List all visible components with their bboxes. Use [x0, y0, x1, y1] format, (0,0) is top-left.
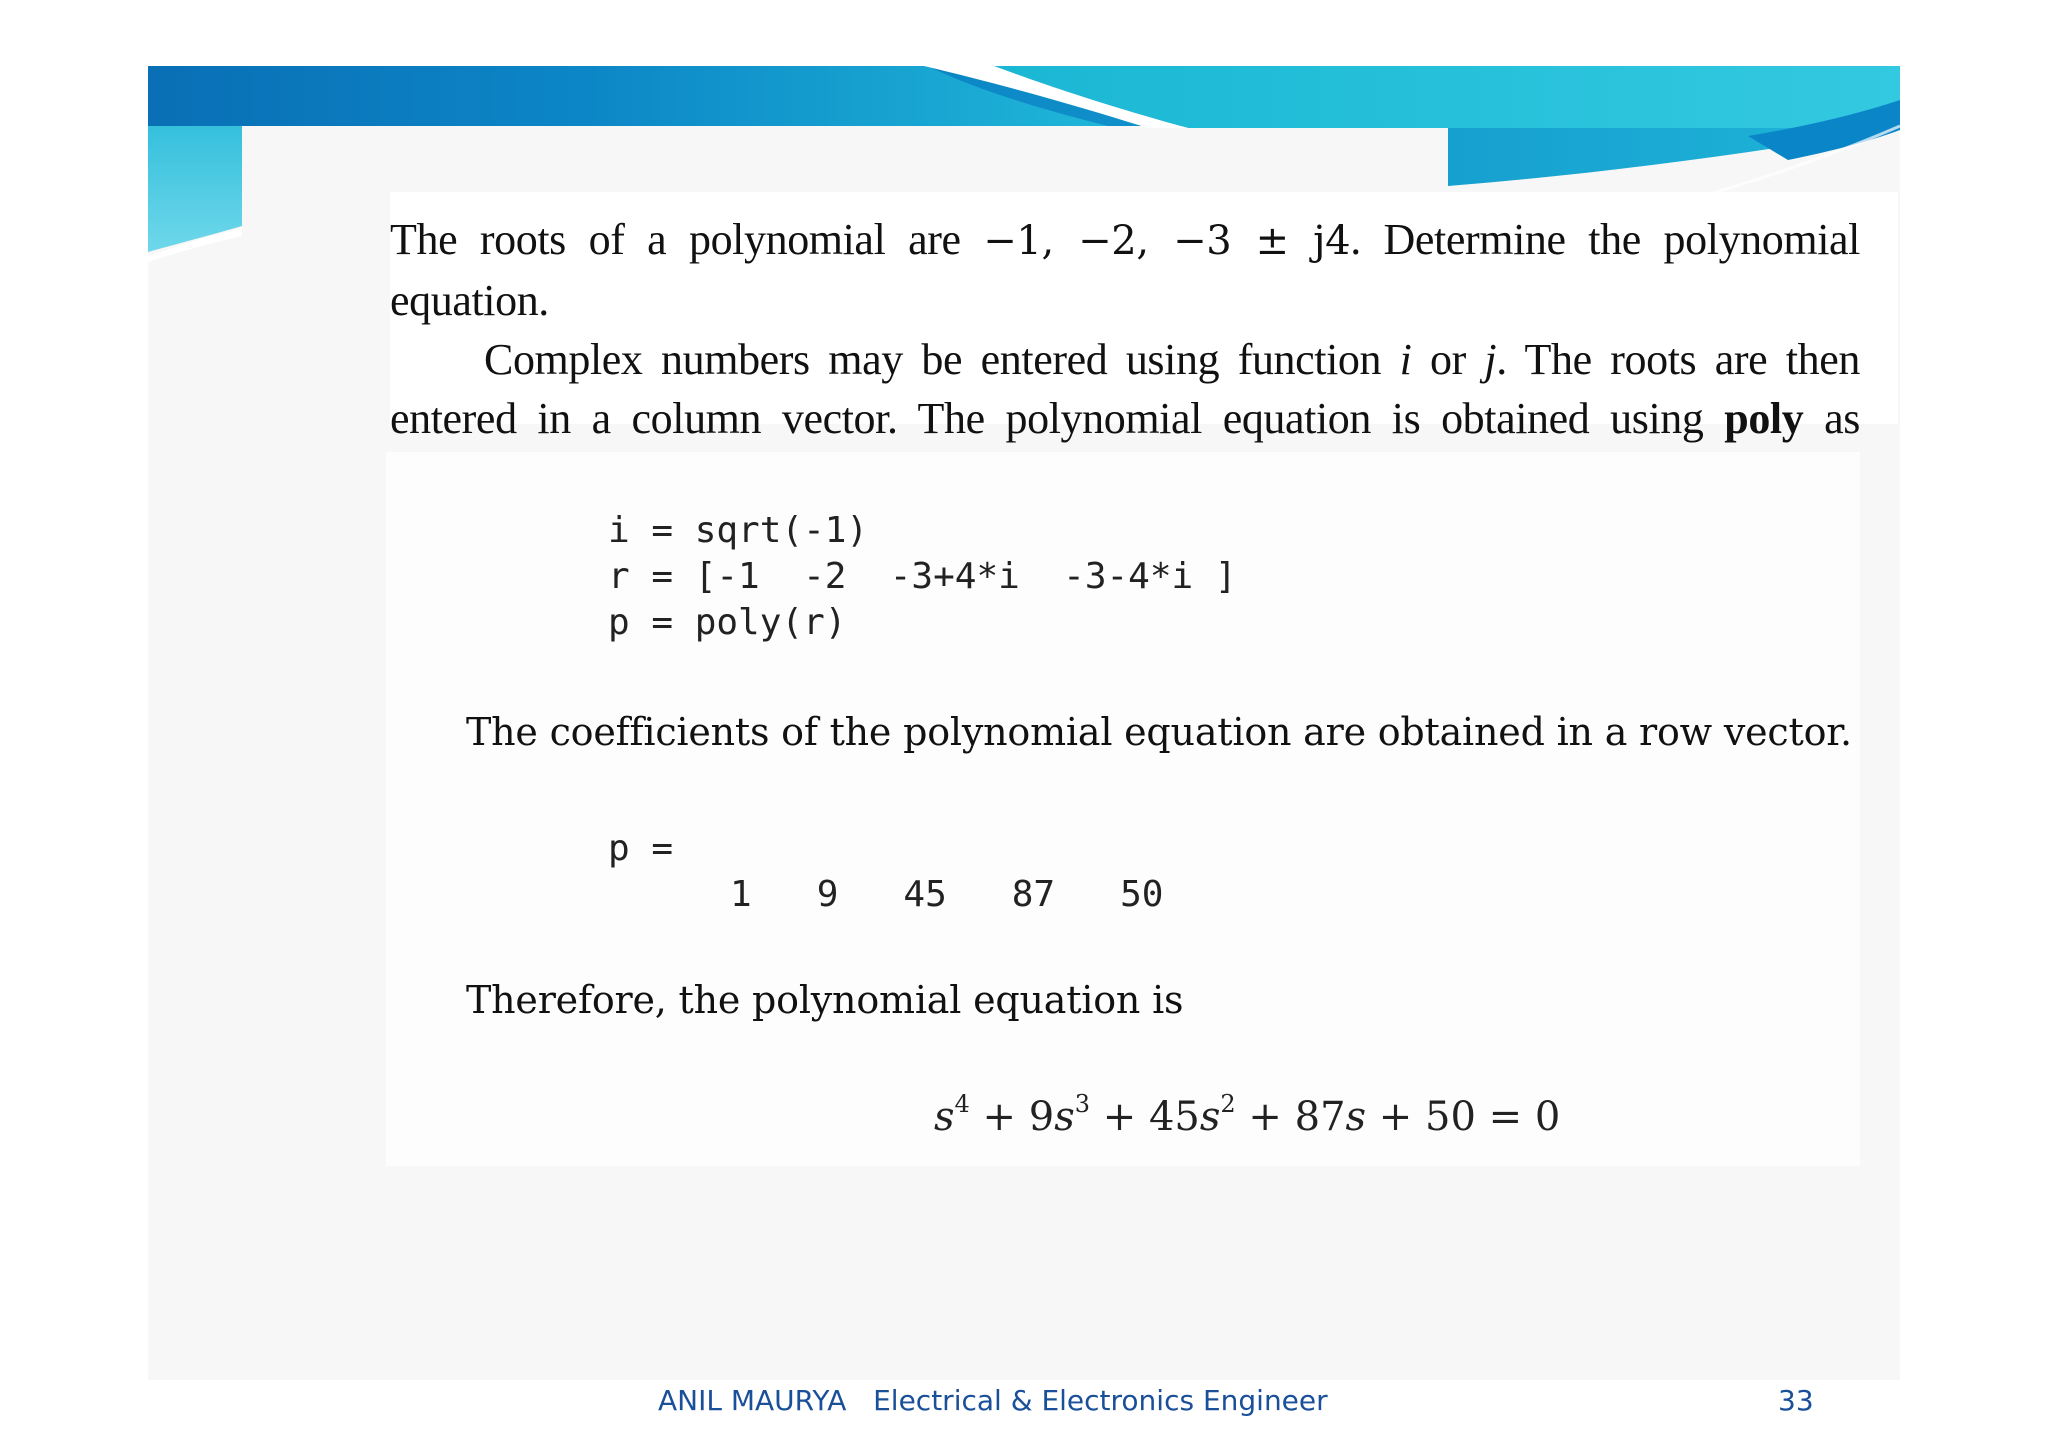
page-number: 33	[1778, 1384, 1814, 1417]
intro-line-1-prefix: The roots of a polynomial are	[390, 215, 984, 264]
eq-term-1: + 9	[969, 1094, 1055, 1140]
eq-power-4: 4	[954, 1090, 970, 1118]
intro-text-box	[390, 192, 1898, 443]
intro-text-or: or	[1411, 335, 1485, 384]
coefficients-sentence: The coefficients of the polynomial equation are obtained in a row vector.	[466, 710, 1852, 754]
output-values: 1 9 45 87 50	[730, 874, 1164, 915]
therefore-sentence: Therefore, the polynomial equation is	[466, 978, 1184, 1022]
content-panel	[386, 452, 1860, 1166]
intro-text-part-1: Complex numbers may be entered using function	[484, 335, 1400, 384]
eq-term-2: + 45	[1090, 1094, 1200, 1140]
var-i: i	[1399, 335, 1412, 384]
slide	[148, 66, 1900, 1417]
footer-author: ANIL MAURYA Electrical & Electronics Engineer	[658, 1384, 1328, 1417]
eq-s-4: s	[1345, 1094, 1367, 1140]
eq-s-2: s	[1054, 1094, 1075, 1140]
eq-power-2: 2	[1220, 1090, 1236, 1118]
intro-text-part-2: . The roots are then entered in a column vector. The polynomial equation is obtained using	[390, 335, 1860, 443]
eq-power-3: 3	[1074, 1090, 1091, 1118]
code-line-2: r = [-1 -2 -3+4*i -3-4*i ]	[608, 556, 1237, 597]
intro-text-part-3: as	[1824, 394, 1860, 443]
var-j: j	[1484, 335, 1497, 384]
polynomial-equation	[934, 1090, 1560, 1140]
eq-term-4: + 50 = 0	[1366, 1094, 1561, 1140]
roots-math: −1, −2, −3 ± j4	[983, 218, 1351, 264]
code-line-3: p = poly(r)	[608, 602, 847, 643]
code-line-1: i = sqrt(-1)	[608, 510, 869, 551]
eq-s-1: s	[934, 1094, 955, 1140]
eq-term-3: + 87	[1235, 1094, 1346, 1140]
output-label: p =	[608, 828, 674, 869]
intro-line-1-suffix: . Determine the polynomial equation.	[390, 215, 1860, 325]
poly-keyword: poly	[1724, 394, 1804, 443]
eq-s-3: s	[1199, 1094, 1221, 1140]
